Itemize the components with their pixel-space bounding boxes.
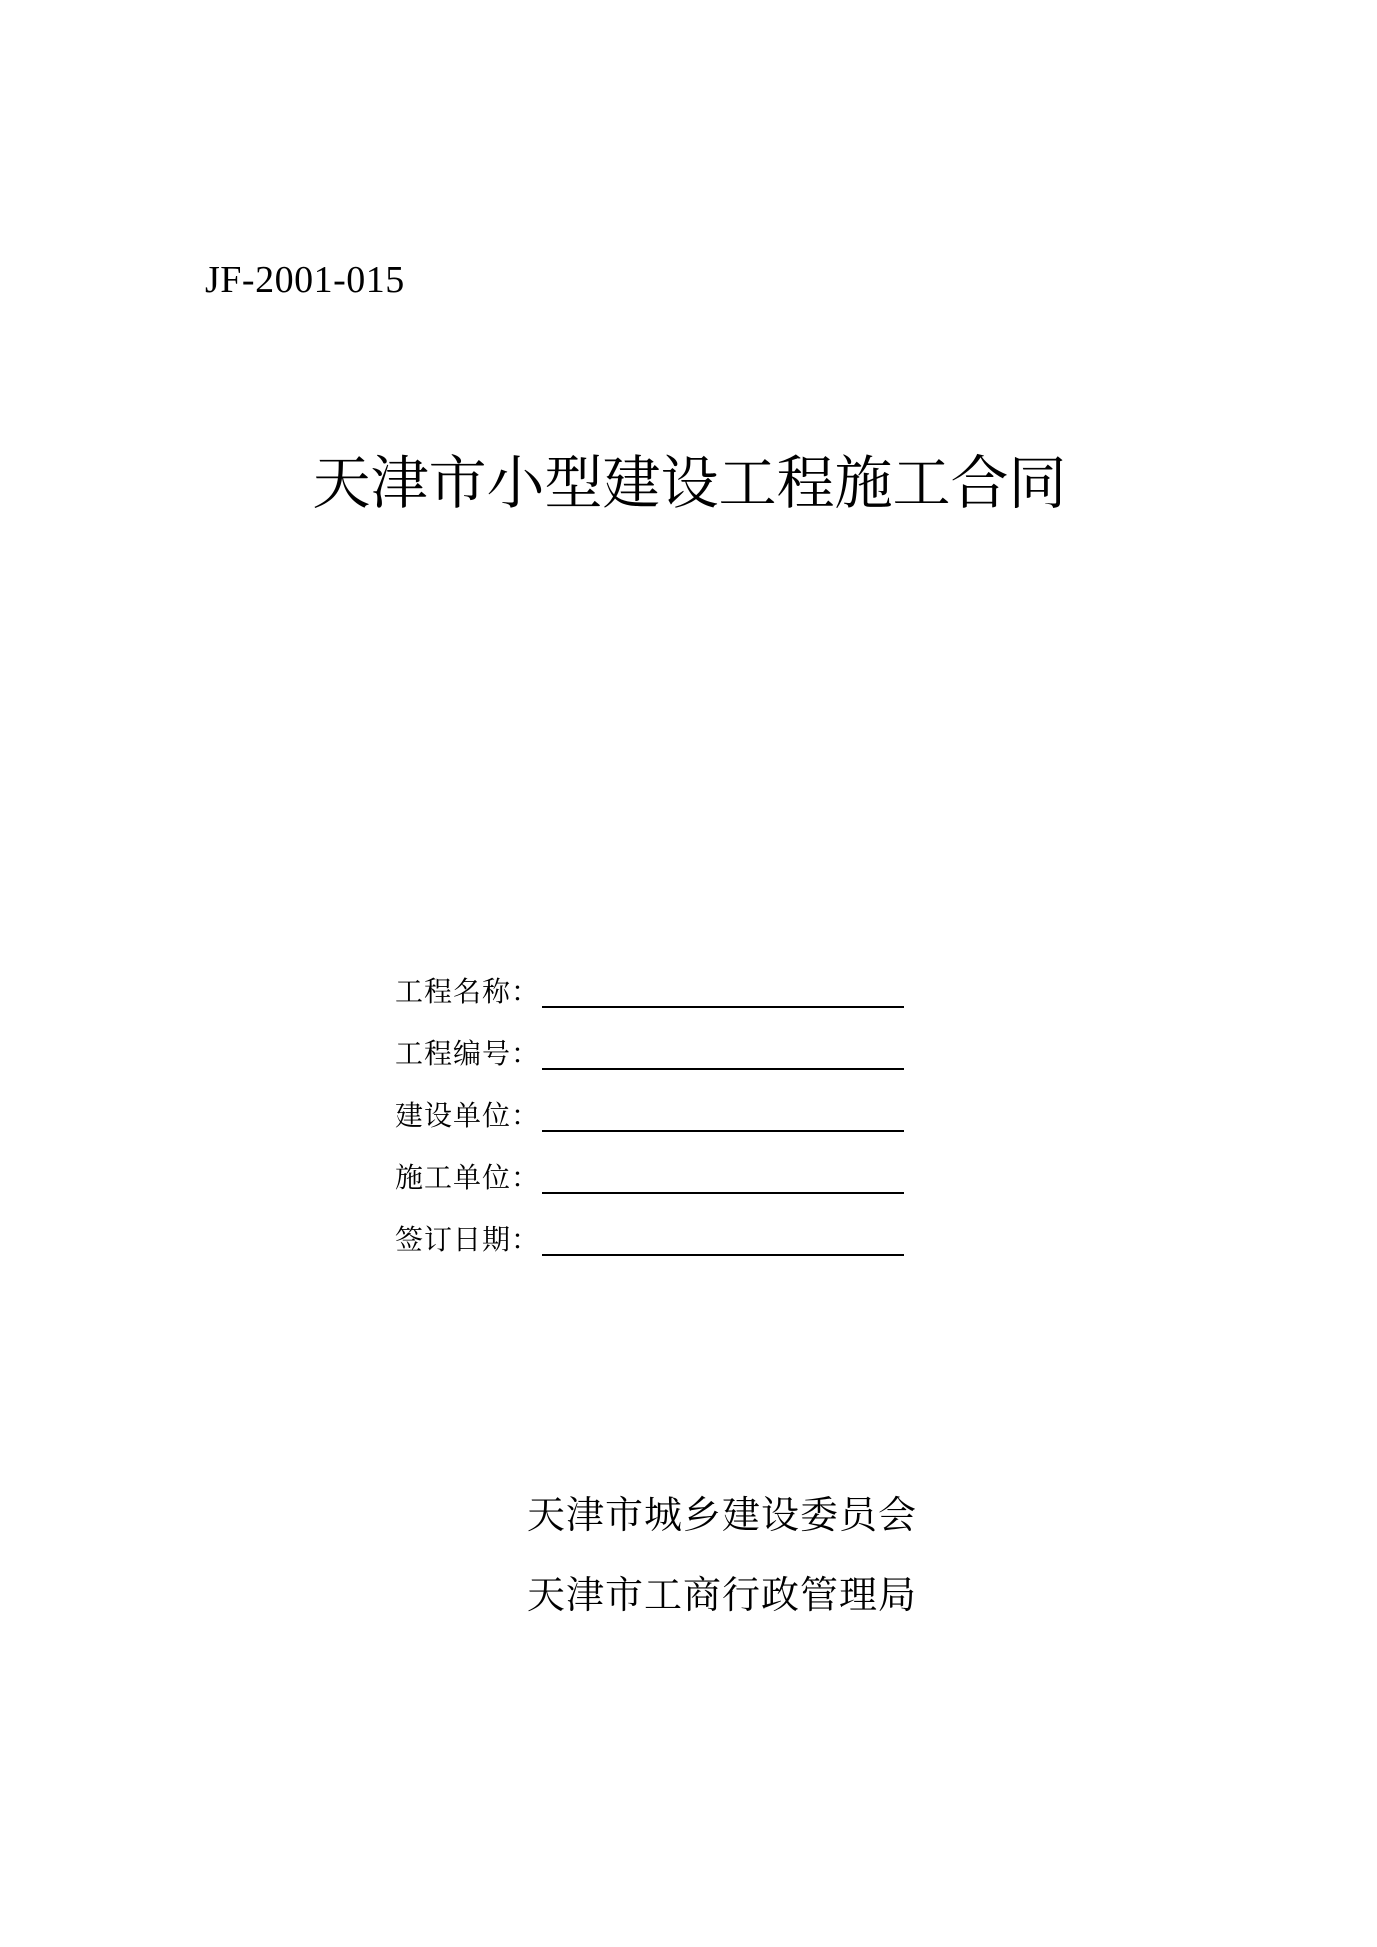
- project-name-label: 工程名称：: [395, 975, 541, 1008]
- signing-date-blank[interactable]: [542, 1254, 904, 1256]
- issuer-industry-commerce-bureau: 天津市工商行政管理局: [527, 1573, 918, 1617]
- contract-info-form: [395, 952, 935, 1262]
- project-name-blank[interactable]: [542, 1006, 904, 1008]
- owner-unit-row: [395, 1076, 935, 1138]
- issuer-construction-committee: 天津市城乡建设委员会: [527, 1493, 918, 1537]
- contractor-unit-blank[interactable]: [542, 1192, 904, 1194]
- contractor-unit-label: 施工单位：: [395, 1161, 541, 1194]
- document-code: JF-2001-015: [205, 259, 405, 301]
- signing-date-label: 签订日期：: [395, 1223, 541, 1256]
- owner-unit-blank[interactable]: [542, 1130, 904, 1132]
- contractor-unit-row: [395, 1138, 935, 1200]
- signing-date-row: [395, 1200, 935, 1262]
- project-number-blank[interactable]: [542, 1068, 904, 1070]
- document-title: 天津市小型建设工程施工合同: [312, 449, 1067, 517]
- owner-unit-label: 建设单位：: [395, 1099, 541, 1132]
- project-number-label: 工程编号：: [395, 1037, 541, 1070]
- project-number-row: [395, 1014, 935, 1076]
- issuing-authorities: [527, 1475, 917, 1635]
- project-name-row: [395, 952, 935, 1014]
